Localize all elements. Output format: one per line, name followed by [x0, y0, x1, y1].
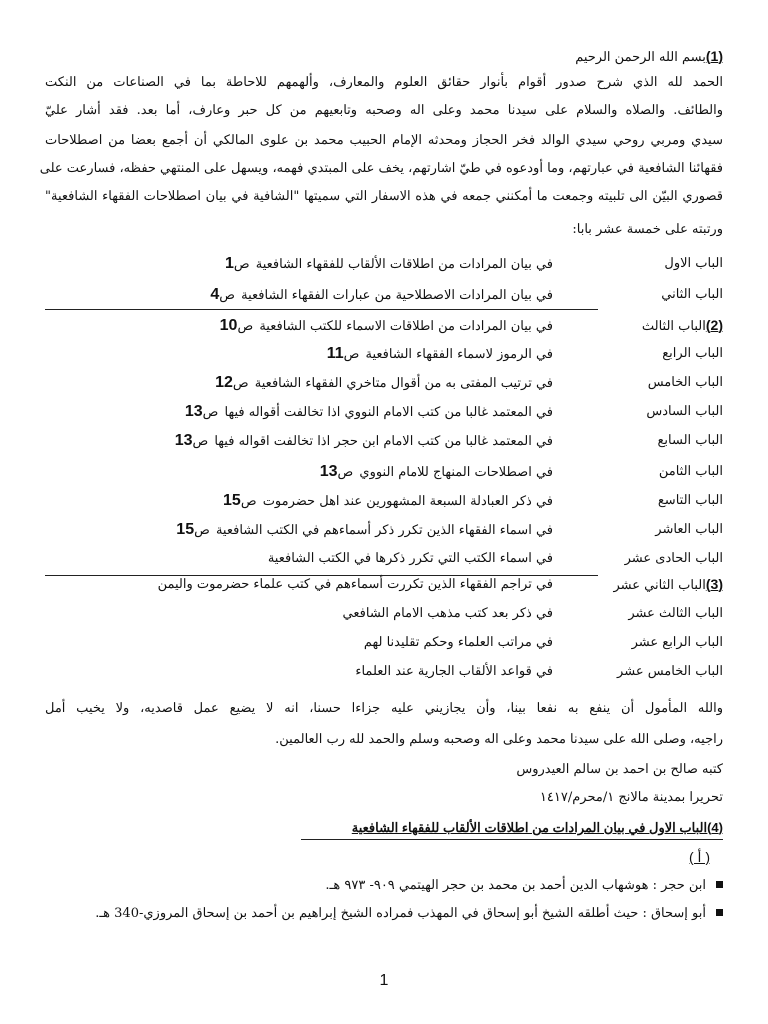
- toc-chapter-name: الباب التاسع: [657, 493, 723, 508]
- toc-chapter-name: الباب الثاني عشر: [613, 578, 706, 593]
- toc-chapter-label: [662, 340, 723, 367]
- toc-chapter-name: الباب الثامن: [658, 464, 723, 479]
- basmala-line: [575, 45, 723, 69]
- toc-row: [45, 250, 723, 277]
- toc-page-number: 13: [319, 463, 338, 480]
- toc-description-text: في بيان المرادات الاصطلاحية من عبارات الفقهاء الشافعية: [241, 288, 553, 303]
- toc-page-number: 15: [176, 521, 195, 538]
- toc-page-prefix: ص: [202, 405, 219, 420]
- toc-page-prefix: ص: [232, 376, 249, 391]
- date-line: تحريرا بمدينة مالانج ١/محرم/١٤١٧: [539, 790, 723, 805]
- toc-chapter-label: [655, 516, 723, 543]
- footnote-marker: (4): [707, 820, 723, 835]
- toc-description-text: في تراجم الفقهاء الذين تكررت أسماءهم في كتب علماء حضرموت واليمن: [157, 577, 553, 592]
- toc-description-text: في ذكر بعد كتب مذهب الامام الشافعي: [342, 606, 553, 621]
- toc-chapter-name: الباب الاول: [664, 256, 723, 271]
- toc-description: [268, 545, 553, 572]
- toc-row: [45, 516, 723, 543]
- toc-page-prefix: ص: [233, 257, 250, 272]
- toc-row: [45, 281, 723, 308]
- closing-line: والله المأمول أن ينفع به نفعا بينا، وأن يجازيني عليه جزاءا حسنا، انه لا يضيع عمل قاصديه، ولا يخيب أمل: [45, 701, 723, 716]
- toc-page-number: 11: [326, 345, 344, 362]
- toc-chapter-name: الباب السابع: [657, 433, 723, 448]
- toc-page-prefix: ص: [194, 523, 210, 538]
- toc-chapter-name: الباب الثالث: [641, 319, 706, 334]
- heading-underline: [301, 839, 723, 840]
- toc-row: [45, 487, 723, 514]
- toc-description: [215, 369, 553, 397]
- entry-text: أبو إسحاق : حيث أطلقه الشيخ أبو إسحاق في المهذب فمراده الشيخ إبراهيم بن أحمد بن إسحاق المروزي-340 هـ.: [95, 906, 706, 921]
- footnote-number: 2: [710, 317, 719, 333]
- toc-description-text: في بيان المرادات من اطلاقات الاسماء للكتب الشافعية: [259, 319, 553, 334]
- footnote-number: 4: [711, 820, 719, 835]
- toc-row: [45, 340, 723, 367]
- toc-description-text: في قواعد الألقاب الجارية عند العلماء: [355, 664, 553, 679]
- toc-row: [45, 427, 723, 454]
- toc-description-text: في ذكر العبادلة السبعة المشهورين عند اهل حضرموت: [262, 494, 553, 509]
- toc-description: [327, 340, 553, 368]
- toc-description: [220, 312, 553, 340]
- toc-description: [176, 516, 553, 544]
- toc-row: [45, 312, 723, 339]
- toc-description: [355, 658, 553, 685]
- toc-page-number: 13: [174, 432, 193, 449]
- footnote-marker: (3): [705, 576, 723, 592]
- toc-page-number: 13: [184, 403, 203, 420]
- toc-chapter-name: الباب السادس: [646, 404, 723, 419]
- toc-page-prefix: ص: [192, 434, 209, 449]
- chapter-heading: [352, 818, 723, 838]
- toc-chapter-label: [661, 281, 723, 308]
- toc-page-prefix: ص: [343, 347, 360, 362]
- toc-page-prefix: ص: [337, 465, 354, 480]
- toc-chapter-name: الباب الحادى عشر: [624, 551, 723, 566]
- toc-row: [45, 629, 723, 656]
- intro-line: الحمد لله الذي شرح صدور أقوام بأنوار حقائق العلوم والمعارف، وألهمهم للاحاطة بما في الصناعات من النكت: [45, 75, 723, 90]
- toc-row: [45, 398, 723, 425]
- toc-page-prefix: ص: [219, 288, 235, 303]
- toc-chapter-name: الباب الثالث عشر: [628, 606, 723, 621]
- toc-chapter-label: [664, 250, 723, 277]
- toc-chapter-name: الباب الخامس عشر: [617, 664, 723, 679]
- toc-page-prefix: ص: [240, 494, 257, 509]
- basmala: بسم الله الرحمن الرحيم: [575, 50, 706, 65]
- divider: [45, 309, 598, 310]
- toc-page-number: 10: [219, 317, 238, 334]
- toc-chapter-label: [642, 312, 723, 340]
- toc-page-number: 4: [210, 286, 220, 303]
- toc-description-text: في مراتب العلماء وحكم تقليدنا لهم: [363, 635, 553, 650]
- toc-chapter-label: [613, 571, 723, 599]
- divider: [45, 575, 598, 576]
- toc-row: [45, 458, 723, 485]
- entry-text: ابن حجر : هوشهاب الدين أحمد بن محمد بن حجر الهيتمي ٩٠٩- ٩٧٣ هـ.: [325, 878, 706, 893]
- toc-description: [343, 600, 553, 627]
- page-number: 1: [379, 972, 389, 989]
- toc-chapter-label: [659, 458, 723, 485]
- intro-line: ورتبته على خمسة عشر بابا:: [572, 222, 723, 237]
- toc-page-number: 12: [215, 374, 233, 391]
- toc-row: [45, 369, 723, 396]
- bullet-icon: [716, 881, 723, 888]
- list-item: [95, 903, 723, 925]
- intro-line: والطائف. والصلاه والسلام على سيدنا محمد وعلى اله وصحبه وتابعيهم من كل حبر وعارف، أما بعد. فقد أشار عليّ: [45, 103, 723, 118]
- bullet-icon: [716, 909, 723, 916]
- toc-description-text: في المعتمد غالبا من كتب الامام النووي اذا تخالفت أقواله فيها: [224, 405, 553, 420]
- closing-line: راجيه، وصلى الله على سيدنا محمد وعلى اله وصحبه وسلم والحمد لله رب العالمين.: [275, 732, 723, 747]
- section-letter: ( أ ): [689, 849, 710, 865]
- toc-description-text: في اسماء الفقهاء الذين تكرر ذكر أسماءهم في الكتب الشافعية: [215, 523, 553, 538]
- toc-chapter-name: الباب العاشر: [655, 522, 723, 537]
- toc-page-number: 15: [223, 492, 241, 509]
- toc-chapter-name: الباب الرابع عشر: [631, 635, 723, 650]
- toc-chapter-label: [628, 600, 723, 627]
- toc-chapter-label: [658, 427, 724, 454]
- footnote-marker: (2): [705, 317, 723, 333]
- toc-description: [185, 398, 553, 426]
- intro-line: فقهائنا الشافعية في عبارتهم، وما أودعوه في طيّ اشارتهم، يخف على المبتدي فهمه، ويسهل على المنتهي حفظه، فسارعت على: [39, 161, 723, 176]
- toc-chapter-label: [658, 487, 723, 514]
- toc-chapter-label: [646, 398, 723, 425]
- toc-chapter-name: الباب الثاني: [661, 287, 723, 302]
- toc-description: [175, 427, 553, 455]
- toc-description: [364, 629, 553, 656]
- toc-row: [45, 600, 723, 627]
- toc-chapter-label: [625, 545, 723, 572]
- toc-row: [45, 658, 723, 685]
- intro-line: قصوري البيّن الى تلبيته وجمعت ما أمكنني جمعه في هذه الاسفار التي سميتها "الشافية في بيان اصطلاحات الفقهاء الشافعية": [45, 189, 723, 204]
- toc-description-text: في ترتيب المفتى به من أقوال متاخري الفقهاء الشافعية: [254, 376, 553, 391]
- footnote-number: 3: [710, 576, 719, 592]
- toc-chapter-label: [632, 629, 723, 656]
- toc-description-text: في اسماء الكتب التي تكرر ذكرها في الكتب الشافعية: [267, 551, 553, 566]
- toc-description-text: في بيان المرادات من اطلاقات الألقاب للفقهاء الشافعية: [255, 257, 553, 272]
- footnote-number: 1: [710, 48, 719, 64]
- list-item: [325, 875, 723, 897]
- toc-description: [320, 458, 553, 486]
- author-signature: كتبه صالح بن احمد بن سالم العيدروس: [516, 762, 723, 777]
- toc-description: [223, 487, 553, 515]
- toc-description-text: في المعتمد غالبا من كتب الامام ابن حجر اذا تخالفت اقواله فيها: [214, 434, 553, 449]
- toc-chapter-label: [648, 369, 723, 396]
- toc-description: [225, 250, 553, 278]
- intro-line: سيدي ومربي روحي سيدي الوالد فخر الحجاز ومحدثه الإمام الحبيب محمد بن علوى المالكي أن أجمع بعضا من اصطلاحات: [45, 133, 723, 148]
- toc-description: [210, 281, 553, 309]
- toc-chapter-name: الباب الخامس: [647, 375, 723, 390]
- toc-chapter-label: [617, 658, 723, 685]
- footnote-marker: (1): [705, 48, 723, 64]
- toc-page-prefix: ص: [237, 319, 254, 334]
- chapter-title: الباب الاول في بيان المرادات من اطلاقات الألقاب للفقهاء الشافعية: [351, 820, 708, 835]
- toc-description-text: في الرموز لاسماء الفقهاء الشافعية: [365, 347, 553, 362]
- toc-description-text: في اصطلاحات المنهاج للامام النووي: [359, 465, 553, 480]
- toc-chapter-name: الباب الرابع: [662, 346, 723, 361]
- toc-row: [45, 545, 723, 572]
- toc-page-number: 1: [224, 255, 234, 272]
